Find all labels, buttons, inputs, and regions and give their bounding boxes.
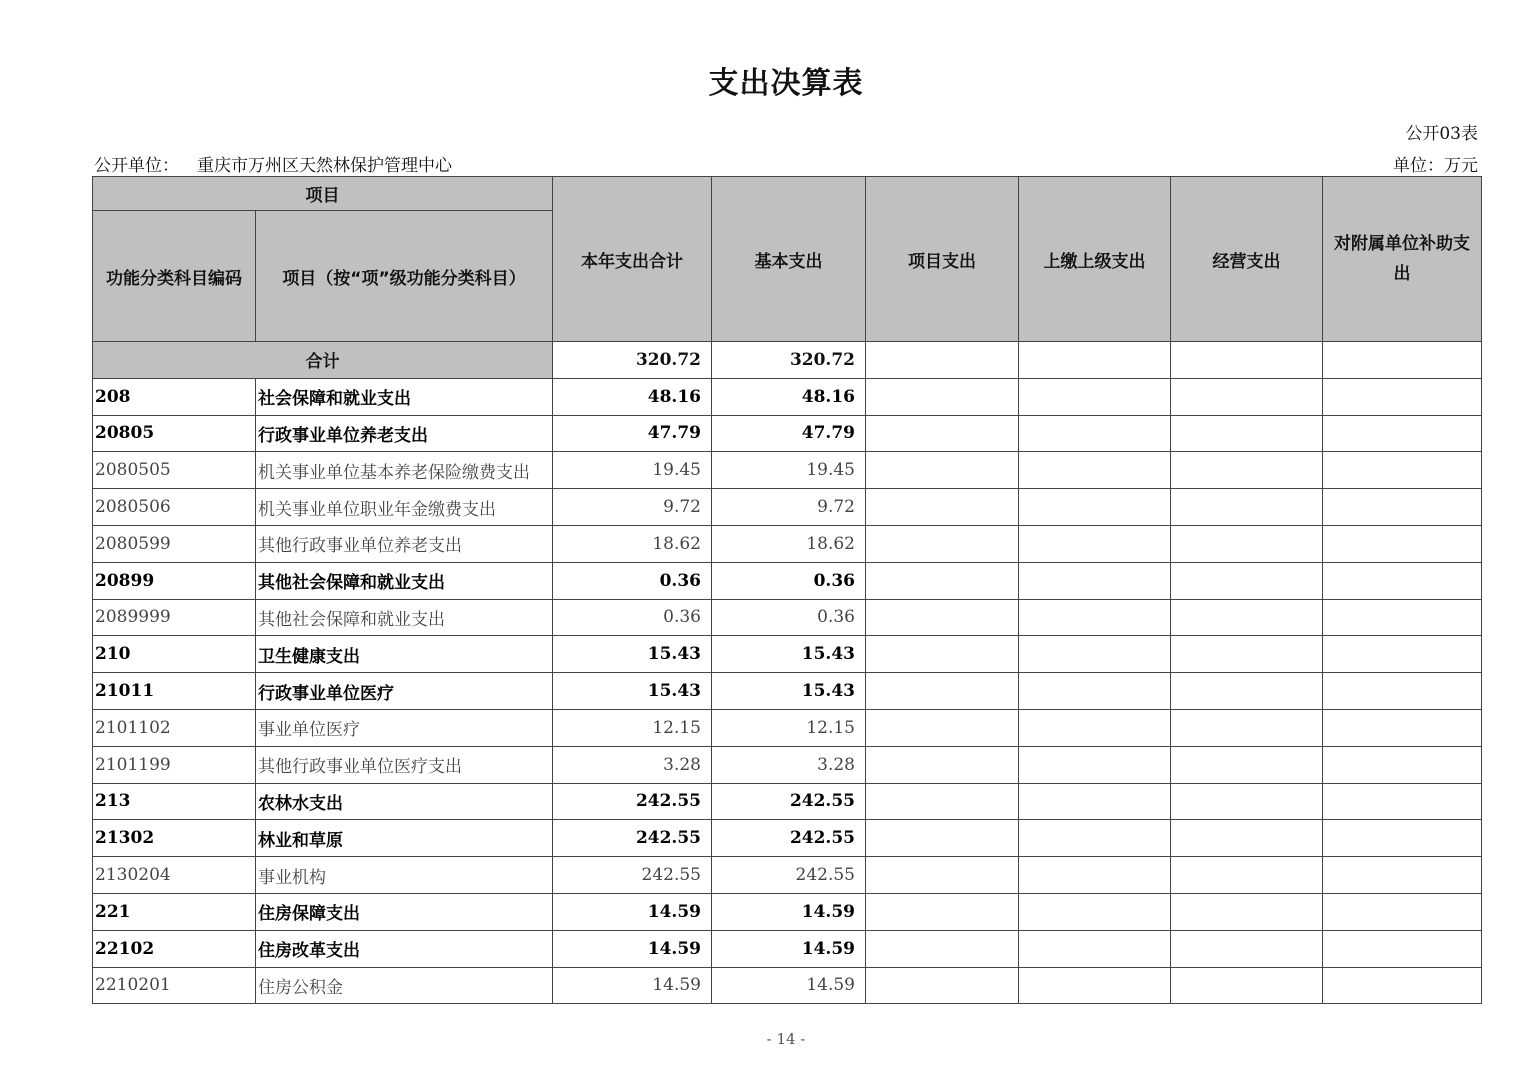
row-remit: [1019, 636, 1171, 673]
row-name: 事业单位医疗: [256, 709, 553, 746]
row-code: 2080506: [93, 489, 256, 526]
row-code: 21011: [93, 673, 256, 710]
row-subsidy: [1323, 930, 1482, 967]
reporting-unit-label: 公开单位：: [94, 156, 179, 176]
row-total: 48.16: [553, 378, 712, 415]
row-basic: 9.72: [712, 489, 866, 526]
header-subsidy: 对附属单位补助支出: [1323, 177, 1482, 342]
row-name: 卫生健康支出: [256, 636, 553, 673]
row-basic: 0.36: [712, 599, 866, 636]
row-remit: [1019, 378, 1171, 415]
row-total: 18.62: [553, 525, 712, 562]
header-item-group: 项目: [93, 177, 553, 211]
row-name: 机关事业单位基本养老保险缴费支出: [256, 452, 553, 489]
reporting-unit-name: 重庆市万州区天然林保护管理中心: [197, 156, 452, 176]
total-business: [1171, 342, 1323, 379]
row-remit: [1019, 783, 1171, 820]
row-business: [1171, 636, 1323, 673]
row-basic: 48.16: [712, 378, 866, 415]
row-basic: 14.59: [712, 967, 866, 1004]
row-remit: [1019, 525, 1171, 562]
row-code: 2089999: [93, 599, 256, 636]
row-business: [1171, 673, 1323, 710]
page-number: - 14 -: [766, 1030, 806, 1048]
table-row: [93, 893, 1482, 930]
currency-unit: 单位：万元: [1393, 156, 1478, 176]
row-project: [866, 378, 1019, 415]
row-total: 242.55: [553, 857, 712, 894]
row-subsidy: [1323, 452, 1482, 489]
row-remit: [1019, 489, 1171, 526]
row-remit: [1019, 452, 1171, 489]
row-name: 住房改革支出: [256, 930, 553, 967]
row-subsidy: [1323, 783, 1482, 820]
table-row: [93, 746, 1482, 783]
row-subsidy: [1323, 673, 1482, 710]
header-code: 功能分类科目编码: [93, 211, 256, 342]
table-row: [93, 709, 1482, 746]
row-subsidy: [1323, 562, 1482, 599]
row-name: 其他社会保障和就业支出: [256, 562, 553, 599]
row-basic: 18.62: [712, 525, 866, 562]
row-subsidy: [1323, 967, 1482, 1004]
total-project: [866, 342, 1019, 379]
header-total: 本年支出合计: [553, 177, 712, 342]
form-number: 公开03表: [1405, 124, 1478, 144]
row-basic: 12.15: [712, 709, 866, 746]
row-basic: 19.45: [712, 452, 866, 489]
row-remit: [1019, 415, 1171, 452]
row-subsidy: [1323, 820, 1482, 857]
row-project: [866, 746, 1019, 783]
row-remit: [1019, 857, 1171, 894]
row-name: 行政事业单位医疗: [256, 673, 553, 710]
total-amount: 320.72: [553, 342, 712, 379]
row-code: 21302: [93, 820, 256, 857]
row-code: 2210201: [93, 967, 256, 1004]
table-row: [93, 967, 1482, 1004]
row-total: 47.79: [553, 415, 712, 452]
row-project: [866, 893, 1019, 930]
row-remit: [1019, 746, 1171, 783]
row-name: 行政事业单位养老支出: [256, 415, 553, 452]
row-remit: [1019, 673, 1171, 710]
row-code: 2101102: [93, 709, 256, 746]
row-business: [1171, 562, 1323, 599]
row-subsidy: [1323, 857, 1482, 894]
total-label: 合计: [93, 342, 553, 379]
table-row: [93, 415, 1482, 452]
row-business: [1171, 746, 1323, 783]
row-code: 213: [93, 783, 256, 820]
row-subsidy: [1323, 525, 1482, 562]
row-subsidy: [1323, 599, 1482, 636]
row-basic: 47.79: [712, 415, 866, 452]
table-row: [93, 636, 1482, 673]
row-total: 14.59: [553, 967, 712, 1004]
row-name: 事业机构: [256, 857, 553, 894]
total-subsidy: [1323, 342, 1482, 379]
row-name: 其他社会保障和就业支出: [256, 599, 553, 636]
row-basic: 14.59: [712, 893, 866, 930]
row-remit: [1019, 562, 1171, 599]
row-total: 242.55: [553, 820, 712, 857]
table-row: [93, 378, 1482, 415]
row-total: 242.55: [553, 783, 712, 820]
row-name: 住房公积金: [256, 967, 553, 1004]
row-total: 12.15: [553, 709, 712, 746]
row-project: [866, 636, 1019, 673]
row-total: 0.36: [553, 562, 712, 599]
row-business: [1171, 893, 1323, 930]
row-project: [866, 673, 1019, 710]
row-name: 其他行政事业单位养老支出: [256, 525, 553, 562]
table-row: [93, 489, 1482, 526]
reporting-unit: [94, 151, 452, 176]
row-total: 9.72: [553, 489, 712, 526]
total-row: [93, 342, 1482, 379]
row-name: 林业和草原: [256, 820, 553, 857]
row-remit: [1019, 967, 1171, 1004]
row-subsidy: [1323, 893, 1482, 930]
header-basic: 基本支出: [712, 177, 866, 342]
row-code: 2080505: [93, 452, 256, 489]
table-row: [93, 930, 1482, 967]
row-business: [1171, 415, 1323, 452]
row-basic: 15.43: [712, 636, 866, 673]
page-title: 支出决算表: [708, 66, 864, 101]
table-row: [93, 673, 1482, 710]
row-business: [1171, 599, 1323, 636]
row-code: 20805: [93, 415, 256, 452]
row-basic: 242.55: [712, 783, 866, 820]
row-business: [1171, 709, 1323, 746]
row-subsidy: [1323, 709, 1482, 746]
row-total: 15.43: [553, 673, 712, 710]
table-row: [93, 452, 1482, 489]
row-subsidy: [1323, 489, 1482, 526]
header-business: 经营支出: [1171, 177, 1323, 342]
row-subsidy: [1323, 746, 1482, 783]
row-name: 住房保障支出: [256, 893, 553, 930]
row-remit: [1019, 709, 1171, 746]
row-code: 20899: [93, 562, 256, 599]
row-code: 208: [93, 378, 256, 415]
row-total: 14.59: [553, 930, 712, 967]
row-project: [866, 967, 1019, 1004]
row-project: [866, 930, 1019, 967]
row-basic: 14.59: [712, 930, 866, 967]
row-total: 0.36: [553, 599, 712, 636]
row-total: 14.59: [553, 893, 712, 930]
row-remit: [1019, 820, 1171, 857]
row-name: 农林水支出: [256, 783, 553, 820]
row-name: 机关事业单位职业年金缴费支出: [256, 489, 553, 526]
table-row: [93, 562, 1482, 599]
row-business: [1171, 452, 1323, 489]
row-project: [866, 562, 1019, 599]
row-remit: [1019, 893, 1171, 930]
expenditure-table: [92, 176, 1482, 1004]
row-business: [1171, 489, 1323, 526]
row-business: [1171, 783, 1323, 820]
header-remit: 上缴上级支出: [1019, 177, 1171, 342]
row-subsidy: [1323, 378, 1482, 415]
total-basic: 320.72: [712, 342, 866, 379]
row-code: 210: [93, 636, 256, 673]
table-row: [93, 783, 1482, 820]
row-project: [866, 599, 1019, 636]
row-subsidy: [1323, 415, 1482, 452]
row-business: [1171, 857, 1323, 894]
header-project: 项目支出: [866, 177, 1019, 342]
row-business: [1171, 820, 1323, 857]
row-basic: 242.55: [712, 820, 866, 857]
row-business: [1171, 378, 1323, 415]
total-remit: [1019, 342, 1171, 379]
row-code: 22102: [93, 930, 256, 967]
row-business: [1171, 525, 1323, 562]
row-project: [866, 783, 1019, 820]
row-basic: 242.55: [712, 857, 866, 894]
row-project: [866, 525, 1019, 562]
row-project: [866, 820, 1019, 857]
row-project: [866, 857, 1019, 894]
table-row: [93, 857, 1482, 894]
row-remit: [1019, 930, 1171, 967]
row-business: [1171, 967, 1323, 1004]
row-basic: 0.36: [712, 562, 866, 599]
row-total: 15.43: [553, 636, 712, 673]
table-row: [93, 599, 1482, 636]
row-code: 2101199: [93, 746, 256, 783]
header-name: 项目（按“项”级功能分类科目）: [256, 211, 553, 342]
row-code: 2130204: [93, 857, 256, 894]
row-total: 19.45: [553, 452, 712, 489]
row-basic: 15.43: [712, 673, 866, 710]
row-project: [866, 709, 1019, 746]
row-project: [866, 415, 1019, 452]
row-code: 2080599: [93, 525, 256, 562]
table-row: [93, 820, 1482, 857]
row-name: 社会保障和就业支出: [256, 378, 553, 415]
row-project: [866, 489, 1019, 526]
table-row: [93, 525, 1482, 562]
row-remit: [1019, 599, 1171, 636]
row-basic: 3.28: [712, 746, 866, 783]
row-project: [866, 452, 1019, 489]
row-total: 3.28: [553, 746, 712, 783]
row-name: 其他行政事业单位医疗支出: [256, 746, 553, 783]
row-subsidy: [1323, 636, 1482, 673]
row-business: [1171, 930, 1323, 967]
row-code: 221: [93, 893, 256, 930]
